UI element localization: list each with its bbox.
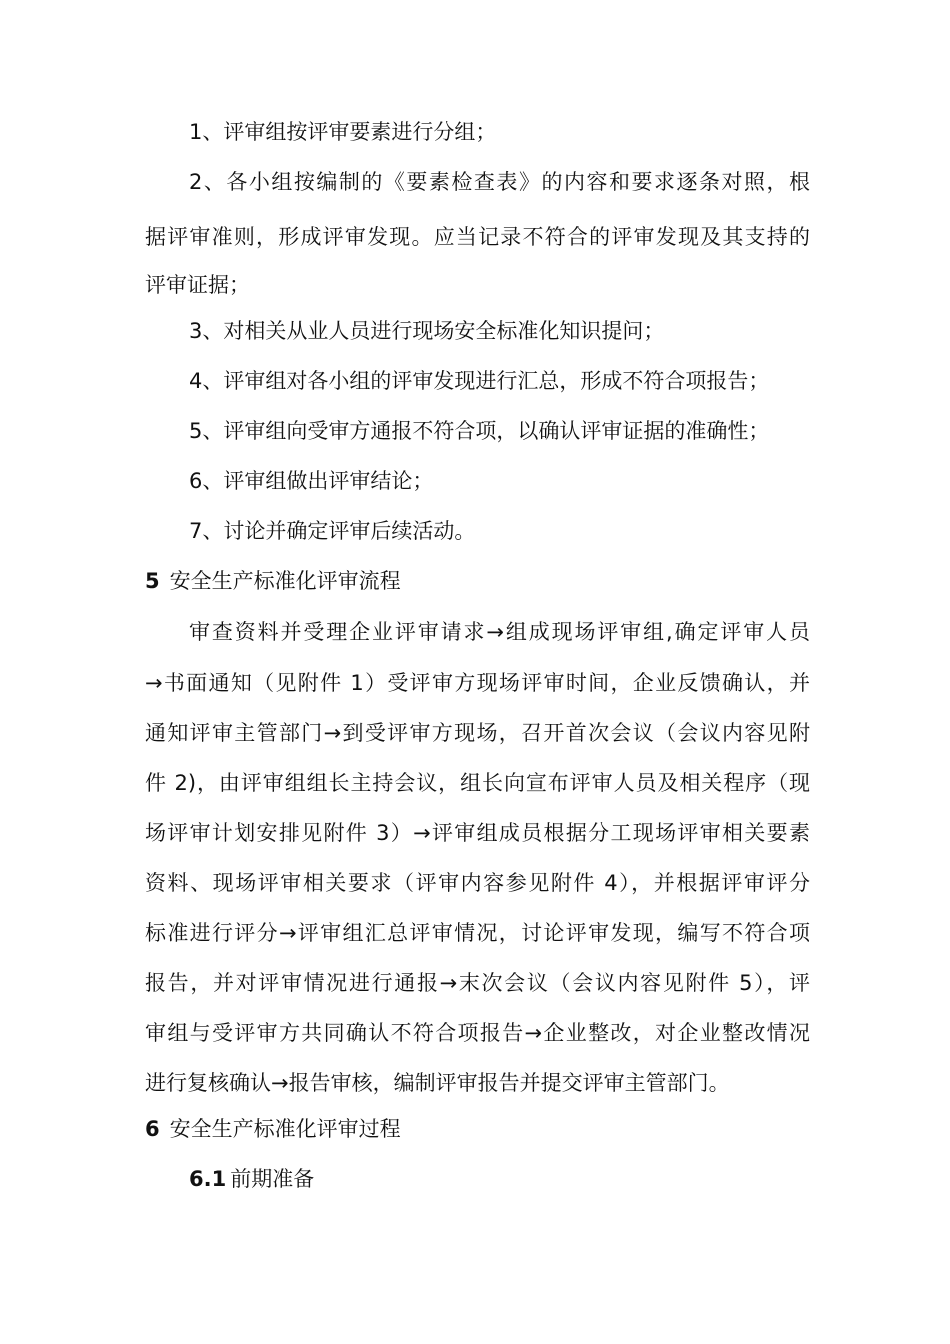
- flow-line-9: 审组与受评审方共同确认不符合项报告→企业整改，对企业整改情况: [145, 1021, 810, 1045]
- section-5-title: 安全生产标准化评审流程: [169, 569, 401, 593]
- step-3: 3、对相关从业人员进行现场安全标准化知识提问；: [189, 319, 665, 343]
- step-6: 6、评审组做出评审结论；: [189, 469, 434, 493]
- section-6-title: 安全生产标准化评审过程: [169, 1117, 401, 1141]
- flow-line-5: 场评审计划安排见附件 3）→评审组成员根据分工现场评审相关要素: [145, 821, 810, 845]
- section-6-1-heading: [189, 1164, 810, 1194]
- step-5: 5、评审组向受审方通报不符合项，以确认评审证据的准确性；: [189, 419, 770, 443]
- section-6-heading: [145, 1114, 810, 1144]
- step-7: 7、讨论并确定评审后续活动。: [189, 519, 476, 543]
- flow-line-7: 标准进行评分→评审组汇总评审情况，讨论评审发现，编写不符合项: [145, 921, 810, 945]
- step-2-line-3: 评审证据；: [145, 273, 250, 297]
- section-5-heading: [145, 566, 810, 596]
- flow-line-4: 件 2)，由评审组组长主持会议，组长向宣布评审人员及相关程序（现: [145, 771, 810, 795]
- flow-line-2: →书面通知（见附件 1）受评审方现场评审时间，企业反馈确认，并: [145, 671, 810, 695]
- section-6-1-title: 前期准备: [230, 1167, 315, 1191]
- flow-line-3: 通知评审主管部门→到受评审方现场，召开首次会议（会议内容见附: [145, 721, 810, 745]
- section-6-number: 6: [145, 1117, 160, 1141]
- section-5-number: 5: [145, 569, 160, 593]
- flow-line-8: 报告，并对评审情况进行通报→末次会议（会议内容见附件 5），评: [145, 971, 810, 995]
- flow-line-10: 进行复核确认→报告审核，编制评审报告并提交评审主管部门。: [145, 1071, 730, 1095]
- step-1: 1、评审组按评审要素进行分组；: [189, 120, 497, 144]
- step-4: 4、评审组对各小组的评审发现进行汇总，形成不符合项报告；: [189, 369, 770, 393]
- flow-line-6: 资料、现场评审相关要求（评审内容参见附件 4），并根据评审评分: [145, 871, 810, 895]
- flow-line-1: 审查资料并受理企业评审请求→组成现场评审组,确定评审人员: [189, 620, 810, 644]
- step-2-line-2: 据评审准则，形成评审发现。应当记录不符合的评审发现及其支持的: [145, 225, 810, 249]
- section-6-1-number: 6.1: [189, 1167, 227, 1191]
- step-2-line-1: 2、各小组按编制的《要素检查表》的内容和要求逐条对照，根: [189, 170, 810, 194]
